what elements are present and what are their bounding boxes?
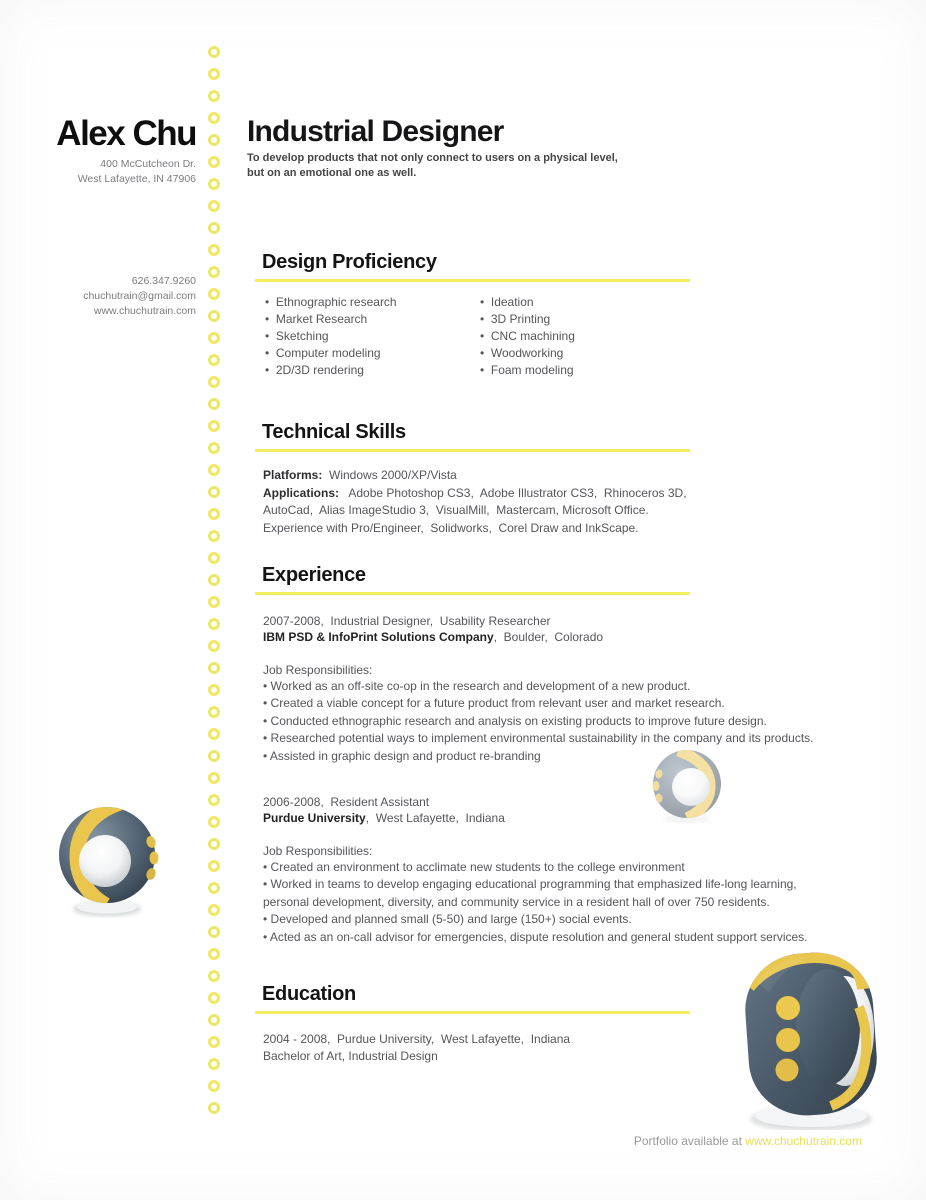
- objective-line-1: To develop products that not only connect to users on a physical level,: [247, 152, 618, 164]
- yellow-rule: [255, 592, 690, 595]
- proficiency-columns: [265, 294, 895, 379]
- skills-line: Experience with Pro/Engineer, Solidworks, Corel Draw and InkScape.: [263, 520, 639, 535]
- list-item: • Developed and planned small (5-50) and large (150+) social events.: [263, 912, 632, 927]
- list-item: • Computer modeling: [265, 346, 381, 360]
- list-item: • Market Research: [265, 312, 368, 326]
- divider-dot: [208, 574, 220, 586]
- divider-dot: [208, 508, 220, 520]
- divider-dot: [208, 552, 220, 564]
- header-block: [247, 116, 727, 181]
- section-experience: [255, 563, 895, 946]
- address-line-1: 400 McCutcheon Dr.: [100, 158, 196, 170]
- divider-dot: [208, 662, 220, 674]
- divider-dot: [208, 156, 220, 168]
- list-item: • 2D/3D rendering: [265, 363, 364, 377]
- responsibilities-label: Job Responsibilities:: [263, 663, 373, 677]
- section-design-proficiency: [255, 250, 895, 379]
- job-entry-header: [263, 613, 895, 645]
- person-name: Alex Chu: [56, 114, 196, 153]
- section-heading: Technical Skills: [262, 421, 406, 443]
- email-link[interactable]: chuchutrain@gmail.com: [83, 290, 196, 302]
- section-technical-skills: [255, 420, 895, 537]
- section-heading: Design Proficiency: [262, 251, 437, 273]
- list-item: • CNC machining: [480, 329, 575, 343]
- list-item: • Acted as an on-call advisor for emergencies, dispute resolution and general student support services.: [263, 929, 808, 944]
- list-item: • Created an environment to acclimate new students to the college environment: [263, 860, 685, 875]
- divider-dot: [208, 354, 220, 366]
- divider-dot: [208, 618, 220, 630]
- section-heading: Education: [262, 983, 356, 1005]
- yellow-rule: [255, 1011, 690, 1014]
- list-item: • Assisted in graphic design and product re-branding: [263, 748, 541, 763]
- address: [28, 157, 196, 187]
- divider-dot: [208, 1036, 220, 1048]
- list-item: • Foam modeling: [480, 363, 574, 377]
- divider-dot: [208, 904, 220, 916]
- divider-dot: [208, 398, 220, 410]
- divider-dot: [208, 596, 220, 608]
- list-item: • Ethnographic research: [265, 295, 397, 309]
- divider-dot: [208, 926, 220, 938]
- divider-dot: [208, 442, 220, 454]
- list-item: • Worked as an off-site co-op in the research and development of a new product.: [263, 679, 691, 693]
- divider-dot: [208, 1014, 220, 1026]
- divider-dot: [208, 882, 220, 894]
- divider-dot: [208, 200, 220, 212]
- sidebar-contact: [28, 274, 196, 319]
- divider-dot: [208, 948, 220, 960]
- divider-dot: [208, 332, 220, 344]
- education-line-1: 2004 - 2008, Purdue University, West Lafayette, Indiana: [263, 1032, 571, 1046]
- job-company-line: Purdue University, West Lafayette, Indiana: [263, 811, 505, 826]
- education-details: [263, 1031, 895, 1064]
- divider-dot: [208, 178, 220, 190]
- divider-dot: [208, 420, 220, 432]
- divider-dot: [208, 112, 220, 124]
- divider-dot: [208, 816, 220, 828]
- address-line-2: West Lafayette, IN 47906: [77, 173, 196, 185]
- divider-dot: [208, 486, 220, 498]
- skills-line: AutoCad, Alias ImageStudio 3, VisualMill, Mastercam, Microsoft Office.: [263, 503, 649, 517]
- divider-dot: [208, 376, 220, 388]
- proficiency-column-left: [265, 294, 480, 379]
- skills-line: Platforms: Windows 2000/XP/Vista: [263, 468, 457, 482]
- responsibilities-list: [263, 859, 871, 946]
- divider-dot: [208, 310, 220, 322]
- dotted-divider: [207, 46, 220, 1124]
- list-item: • Worked in teams to develop engaging educational programming that emphasized life-long learning,: [263, 877, 797, 892]
- footer: [634, 1134, 862, 1148]
- job-dates-roles: 2006-2008, Resident Assistant: [263, 795, 430, 810]
- list-item: • Researched potential ways to implement environmental sustainability in the company and its products.: [263, 731, 814, 746]
- section-heading: Experience: [262, 564, 366, 586]
- job-dates-roles: 2007-2008, Industrial Designer, Usability Researcher: [263, 614, 551, 628]
- section-education: [255, 982, 895, 1064]
- sidebar-identity: [28, 116, 196, 187]
- list-item: personal development, diversity, and community service in a resident hall of over 750 residents.: [263, 894, 770, 909]
- page-title: Industrial Designer: [247, 115, 504, 148]
- divider-dot: [208, 1058, 220, 1070]
- yellow-rule: [255, 449, 690, 452]
- divider-dot: [208, 1102, 220, 1114]
- divider-dot: [208, 222, 220, 234]
- divider-dot: [208, 728, 220, 740]
- list-item: • Ideation: [480, 295, 534, 309]
- objective-line-2: but on an emotional one as well.: [247, 167, 417, 179]
- divider-dot: [208, 970, 220, 982]
- responsibilities-label: Job Responsibilities:: [263, 844, 373, 859]
- divider-dot: [208, 288, 220, 300]
- proficiency-column-right: [480, 294, 690, 379]
- list-item: • Created a viable concept for a future product from relevant user and market research.: [263, 696, 725, 711]
- list-item: • Sketching: [265, 329, 329, 343]
- divider-dot: [208, 244, 220, 256]
- list-item: • Conducted ethnographic research and analysis on existing products to improve future design.: [263, 713, 767, 728]
- website-link[interactable]: www.chuchutrain.com: [93, 305, 196, 317]
- divider-dot: [208, 68, 220, 80]
- divider-dot: [208, 838, 220, 850]
- divider-dot: [208, 860, 220, 872]
- job-company-line: IBM PSD & InfoPrint Solutions Company, Boulder, Colorado: [263, 630, 604, 644]
- job-entry-header: [263, 794, 895, 826]
- portfolio-link[interactable]: www.chuchutrain.com: [745, 1134, 862, 1148]
- divider-dot: [208, 46, 220, 58]
- divider-dot: [208, 772, 220, 784]
- divider-dot: [208, 134, 220, 146]
- skills-line: Applications: Adobe Photoshop CS3, Adobe Illustrator CS3, Rhinoceros 3D,: [263, 485, 687, 500]
- divider-dot: [208, 992, 220, 1004]
- responsibilities-list: [263, 678, 871, 765]
- list-item: • 3D Printing: [480, 312, 551, 326]
- divider-dot: [208, 706, 220, 718]
- divider-dot: [208, 1080, 220, 1092]
- divider-dot: [208, 90, 220, 102]
- divider-dot: [208, 464, 220, 476]
- divider-dot: [208, 266, 220, 278]
- skills-paragraph: [263, 467, 895, 537]
- divider-dot: [208, 640, 220, 652]
- phone-number: 626.347.9260: [131, 275, 196, 287]
- divider-dot: [208, 794, 220, 806]
- objective-statement: [247, 151, 727, 181]
- footer-text: Portfolio available at: [633, 1134, 746, 1148]
- yellow-rule: [255, 279, 690, 282]
- divider-dot: [208, 530, 220, 542]
- list-item: • Woodworking: [480, 346, 564, 360]
- divider-dot: [208, 750, 220, 762]
- education-line-2: Bachelor of Art, Industrial Design: [263, 1048, 438, 1063]
- divider-dot: [208, 684, 220, 696]
- sphere-watch-render: [48, 800, 168, 918]
